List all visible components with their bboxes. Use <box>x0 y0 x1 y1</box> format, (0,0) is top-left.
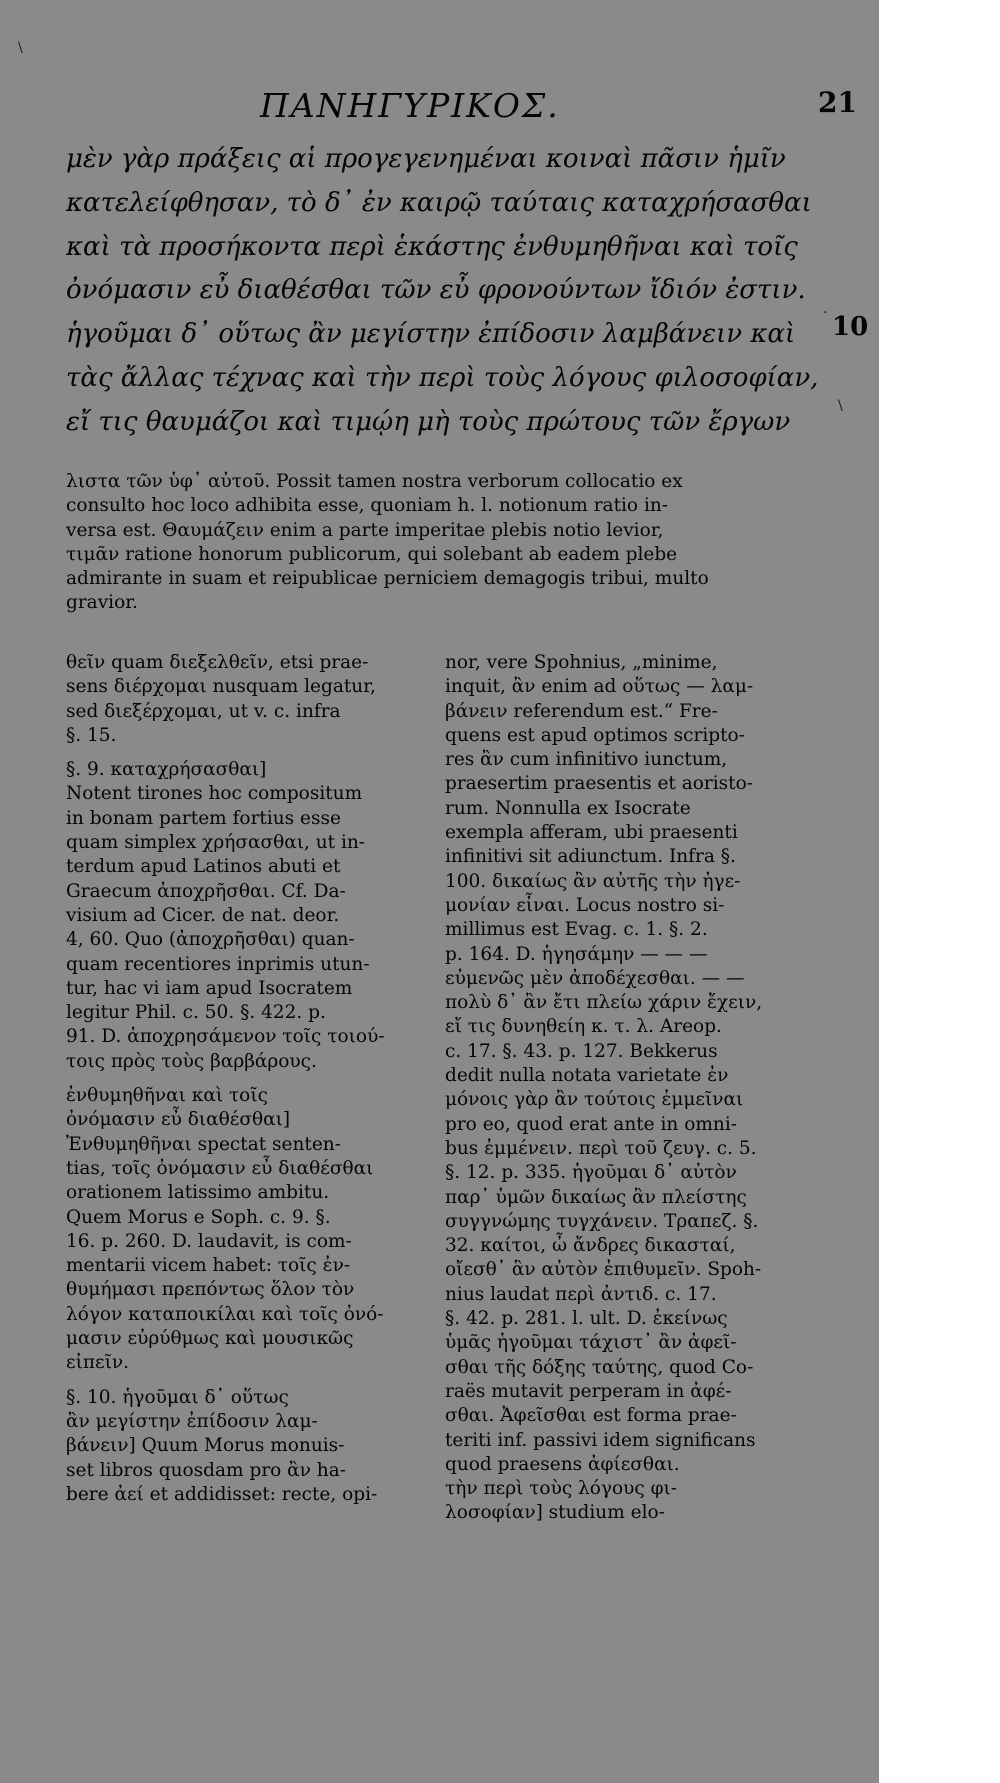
text-line: bus ἐμμένειν. περὶ τοῦ ζευγ. c. 5. <box>445 1137 757 1159</box>
scan-speck: · <box>823 305 828 321</box>
text-line: Ἐνθυμηθῆναι spectat senten- <box>66 1133 341 1155</box>
line-number: 10 <box>832 312 869 342</box>
text-line: Graecum ἀποχρῆσθαι. Cf. Da- <box>66 880 346 902</box>
text-line: ἐνθυμηθῆναι καὶ τοῖς <box>66 1085 268 1107</box>
text-line: dedit nulla notata varietate ἐν <box>445 1065 729 1087</box>
text-line: admirante in suam et reipublicae perniciem demagogis tribui, multo <box>66 568 709 590</box>
text-line: §. 10. ἡγοῦμαι δ᾽ οὕτως <box>66 1386 289 1408</box>
text-line: c. 17. §. 43. p. 127. Bekkerus <box>445 1040 718 1062</box>
text-line: quam simplex χρήσασθαι, ut in- <box>66 832 366 854</box>
text-line: raës mutavit perperam in ἀφέ- <box>445 1380 732 1402</box>
text-line: visium ad Cicer. de nat. deor. <box>66 904 340 926</box>
text-line: τὴν περὶ τοὺς λόγους φι- <box>445 1478 678 1500</box>
text-line: ἂν μεγίστην ἐπίδοσιν λαμ- <box>66 1410 318 1432</box>
page-number: 21 <box>818 86 857 119</box>
text-line: πολὺ δ᾽ ἂν ἔτι πλείω χάριν ἔχειν, <box>445 992 763 1014</box>
text-line: μασιν εὐρύθμως καὶ μουσικῶς <box>66 1328 354 1350</box>
text-line: οἴεσθ᾽ ἂν αὐτὸν ἐπιθυμεῖν. Spoh- <box>445 1259 762 1281</box>
scan-speck: \ <box>838 398 843 414</box>
footnote-continuation <box>66 470 856 616</box>
text-line: §. 12. p. 335. ἡγοῦμαι δ᾽ αὐτὸν <box>445 1162 737 1184</box>
text-line: quam recentiores inprimis utun- <box>66 953 370 975</box>
text-line: exempla afferam, ubi praesenti <box>445 822 738 844</box>
text-line: millimus est Evag. c. 1. §. 2. <box>445 919 708 941</box>
text-line: εἰπεῖν. <box>66 1352 129 1374</box>
text-line: συγγνώμης τυγχάνειν. Τραπεζ. §. <box>445 1210 759 1232</box>
text-line: τιμᾶν ratione honorum publicorum, qui solebant ab eadem plebe <box>66 543 678 565</box>
text-line: 16. p. 260. D. laudavit, is com- <box>66 1230 352 1252</box>
text-line: θεῖν quam διεξελθεῖν, etsi prae- <box>66 652 369 673</box>
running-title: ΠΑΝΗΓΥΡΙΚΟΣ. <box>260 86 560 125</box>
text-line: εἴ τις θαυμάζοι καὶ τιμῴη μὴ τοὺς πρώτους τῶν ἔργων <box>66 406 791 437</box>
text-line: pro eo, quod erat ante in omni- <box>445 1113 737 1135</box>
text-line: orationem latissimo ambitu. <box>66 1182 330 1204</box>
text-line: τὰς ἄλλας τέχνας καὶ τὴν περὶ τοὺς λόγους φιλοσοφίαν, <box>66 362 819 393</box>
text-line: set libros quosdam pro ἂν ha- <box>66 1459 346 1481</box>
text-line: quod praesens ἀφίεσθαι. <box>445 1453 680 1475</box>
text-line: ὀνόμασιν εὖ διαθέσθαι τῶν εὖ φρονούντων ἴδιόν ἐστιν. <box>66 275 806 306</box>
text-line: μὲν γὰρ πράξεις αἱ προγεγενημέναι κοιναὶ πᾶσιν ἡμῖν <box>66 144 786 174</box>
text-line: σθαι. Ἀφεῖσθαι est forma prae- <box>445 1405 737 1427</box>
text-line: 100. δικαίως ἂν αὐτῆς τὴν ἡγε- <box>445 870 741 892</box>
text-line: 4, 60. Quo (ἀποχρῆσθαι) quan- <box>66 929 355 951</box>
text-line: εὐμενῶς μὲν ἀποδέχεσθαι. — — <box>445 967 745 989</box>
text-line: versa est. Θαυμάζειν enim a parte imperitae plebis notio levior, <box>66 519 664 541</box>
text-line: Quem Morus e Soph. c. 9. §. <box>66 1206 331 1228</box>
text-line: ὑμᾶς ἡγοῦμαι τάχιστ᾽ ἂν ἀφεῖ- <box>445 1332 737 1354</box>
text-line: bere ἀεί et addidisset: recte, opi- <box>66 1483 378 1505</box>
text-line: infinitivi sit adiunctum. Infra §. <box>445 846 736 868</box>
text-line: βάνειν] Quum Morus monuis- <box>66 1435 345 1457</box>
text-line: σθαι τῆς δόξης ταύτης, quod Co- <box>445 1356 754 1378</box>
text-line: 91. D. ἀποχρησάμενον τοῖς τοιού- <box>66 1026 385 1048</box>
text-line: 32. καίτοι, ὦ ἄνδρες δικασταί, <box>445 1235 736 1257</box>
text-line: μόνοις γὰρ ἂν τούτοις ἐμμεῖναι <box>445 1089 744 1111</box>
text-line: res ἂν cum infinitivo iunctum, <box>445 749 728 771</box>
text-line: inquit, ἂν enim ad οὕτως — λαμ- <box>445 676 754 698</box>
text-line: sed διεξέρχομαι, ut v. c. infra <box>66 700 341 722</box>
text-line: quens est apud optimos scripto- <box>445 724 745 746</box>
text-line: teriti inf. passivi idem significans <box>445 1429 756 1451</box>
text-line: terdum apud Latinos abuti et <box>66 856 341 878</box>
text-line: p. 164. D. ἡγησάμην — — — <box>445 943 708 965</box>
commentary-left-column <box>66 651 430 1507</box>
text-line: λόγον καταποικίλαι καὶ τοῖς ὀνό- <box>66 1303 384 1325</box>
text-line: ὀνόμασιν εὖ διαθέσθαι] <box>66 1109 291 1131</box>
text-line: praesertim praesentis et aoristo- <box>445 773 753 795</box>
text-line: κατελείφθησαν, τὸ δ᾽ ἐν καιρῷ ταύταις καταχρήσασθαι <box>66 187 812 218</box>
text-line: §. 42. p. 281. l. ult. D. ἐκείνως <box>445 1308 728 1330</box>
text-line: mentarii vicem habet: τοῖς ἐν- <box>66 1255 351 1277</box>
commentary-right-column <box>445 651 825 1526</box>
text-line: μονίαν εἶναι. Locus nostro si- <box>445 894 725 916</box>
text-line <box>66 1376 430 1386</box>
text-line: tias, τοῖς ὀνόμασιν εὖ διαθέσθαι <box>66 1157 374 1179</box>
text-line: θυμήμασι πρεπόντως ὅλον τὸν <box>66 1279 355 1301</box>
text-line: βάνειν referendum est.“ Fre- <box>445 700 718 722</box>
text-line: nor, vere Spohnius, „minime, <box>445 652 718 673</box>
text-line: rum. Nonnulla ex Isocrate <box>445 797 691 819</box>
main-greek-text <box>66 138 826 445</box>
text-line: in bonam partem fortius esse <box>66 807 341 829</box>
text-line: nius laudat περὶ ἀντιδ. c. 17. <box>445 1283 717 1305</box>
text-line: gravior. <box>66 592 138 614</box>
text-line: ἡγοῦμαι δ᾽ οὕτως ἂν μεγίστην ἐπίδοσιν λαμβάνειν καὶ <box>66 319 796 350</box>
text-line: §. 9. καταχρήσασθαι] <box>66 759 267 781</box>
scan-speck: \ <box>18 40 23 56</box>
text-line: §. 15. <box>66 724 117 746</box>
text-line: λοσοφίαν] studium elo- <box>445 1502 665 1524</box>
text-line: Notent tirones hoc compositum <box>66 783 363 805</box>
text-line: εἴ τις δυνηθείη κ. τ. λ. Areop. <box>445 1016 722 1038</box>
text-line: legitur Phil. c. 50. §. 422. p. <box>66 1002 326 1024</box>
text-line <box>66 1074 430 1084</box>
running-head <box>0 86 879 126</box>
text-line: παρ᾽ ὑμῶν δικαίως ἂν πλείστης <box>445 1186 747 1208</box>
text-line: sens διέρχομαι nusquam legatur, <box>66 676 376 698</box>
text-line: τοις πρὸς τοὺς βαρβάρους. <box>66 1050 317 1072</box>
text-line: καὶ τὰ προσήκοντα περὶ ἑκάστης ἐνθυμηθῆναι καὶ τοῖς <box>66 231 798 262</box>
text-line: tur, hac vi iam apud Isocratem <box>66 977 353 999</box>
text-line <box>66 748 430 758</box>
text-line: λιστα τῶν ὑφ᾽ αὐτοῦ. Possit tamen nostra verborum collocatio ex <box>66 471 683 492</box>
text-line: consulto hoc loco adhibita esse, quoniam h. l. notionum ratio in- <box>66 495 669 517</box>
